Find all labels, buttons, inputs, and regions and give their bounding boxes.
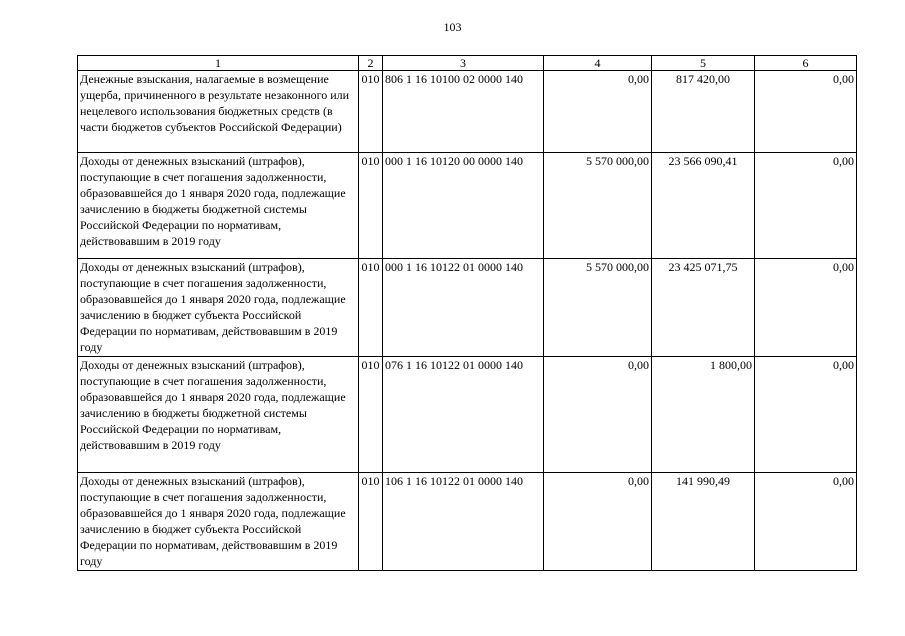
row-code-cell: 000 1 16 10122 01 0000 140 bbox=[383, 259, 544, 357]
table-row bbox=[78, 259, 857, 357]
row-name-cell: Доходы от денежных взысканий (штрафов), поступающие в счет погашения задолженности, образовавшейся до 1 января 2020 года, подлежащие зачислению в бюджеты бюджетной системы Российской Федерации по нормативам, действовавшим в 2019 году bbox=[78, 357, 359, 473]
row-col6-cell: 0,00 bbox=[755, 259, 857, 357]
column-header: 1 bbox=[78, 56, 359, 71]
table-row bbox=[78, 357, 857, 473]
row-col4-cell: 0,00 bbox=[544, 357, 652, 473]
row-code-cell: 806 1 16 10100 02 0000 140 bbox=[383, 71, 544, 153]
row-col5-cell: 817 420,00 bbox=[652, 71, 755, 153]
row-col4-cell: 5 570 000,00 bbox=[544, 153, 652, 259]
row-col2-cell: 010 bbox=[359, 473, 383, 571]
row-col5-cell: 1 800,00 bbox=[652, 357, 755, 473]
row-col6-cell: 0,00 bbox=[755, 71, 857, 153]
row-code-cell: 076 1 16 10122 01 0000 140 bbox=[383, 357, 544, 473]
column-header: 3 bbox=[383, 56, 544, 71]
row-col6-cell: 0,00 bbox=[755, 473, 857, 571]
row-name-cell: Доходы от денежных взысканий (штрафов), поступающие в счет погашения задолженности, образовавшейся до 1 января 2020 года, подлежащие зачислению в бюджет субъекта Российской Федерации по нормативам, действовавшим в 2019 году bbox=[78, 259, 359, 357]
row-col2-cell: 010 bbox=[359, 357, 383, 473]
row-code-cell: 000 1 16 10120 00 0000 140 bbox=[383, 153, 544, 259]
table-header-row bbox=[78, 56, 857, 71]
row-col2-cell: 010 bbox=[359, 259, 383, 357]
row-col2-cell: 010 bbox=[359, 153, 383, 259]
table-row bbox=[78, 473, 857, 571]
row-name-cell: Доходы от денежных взысканий (штрафов), поступающие в счет погашения задолженности, образовавшейся до 1 января 2020 года, подлежащие зачислению в бюджеты бюджетной системы Российской Федерации по нормативам, действовавшим в 2019 году bbox=[78, 153, 359, 259]
row-name-cell: Доходы от денежных взысканий (штрафов), поступающие в счет погашения задолженности, образовавшейся до 1 января 2020 года, подлежащие зачислению в бюджет субъекта Российской Федерации по нормативам, действовавшим в 2019 году bbox=[78, 473, 359, 571]
row-col5-cell: 141 990,49 bbox=[652, 473, 755, 571]
page-number: 103 bbox=[443, 20, 462, 34]
row-col5-cell: 23 425 071,75 bbox=[652, 259, 755, 357]
row-col6-cell: 0,00 bbox=[755, 153, 857, 259]
row-col4-cell: 0,00 bbox=[544, 473, 652, 571]
table-row bbox=[78, 153, 857, 259]
row-col6-cell: 0,00 bbox=[755, 357, 857, 473]
row-col2-cell: 010 bbox=[359, 71, 383, 153]
row-col4-cell: 0,00 bbox=[544, 71, 652, 153]
column-header: 5 bbox=[652, 56, 755, 71]
column-header: 2 bbox=[359, 56, 383, 71]
row-col4-cell: 5 570 000,00 bbox=[544, 259, 652, 357]
row-code-cell: 106 1 16 10122 01 0000 140 bbox=[383, 473, 544, 571]
row-name-cell: Денежные взыскания, налагаемые в возмещение ущерба, причиненного в результате незаконного или нецелевого использования бюджетных средств (в части бюджетов субъектов Российской Федерации) bbox=[78, 71, 359, 153]
column-header: 4 bbox=[544, 56, 652, 71]
table-row bbox=[78, 71, 857, 153]
row-col5-cell: 23 566 090,41 bbox=[652, 153, 755, 259]
column-header: 6 bbox=[755, 56, 857, 71]
budget-table bbox=[77, 55, 857, 571]
